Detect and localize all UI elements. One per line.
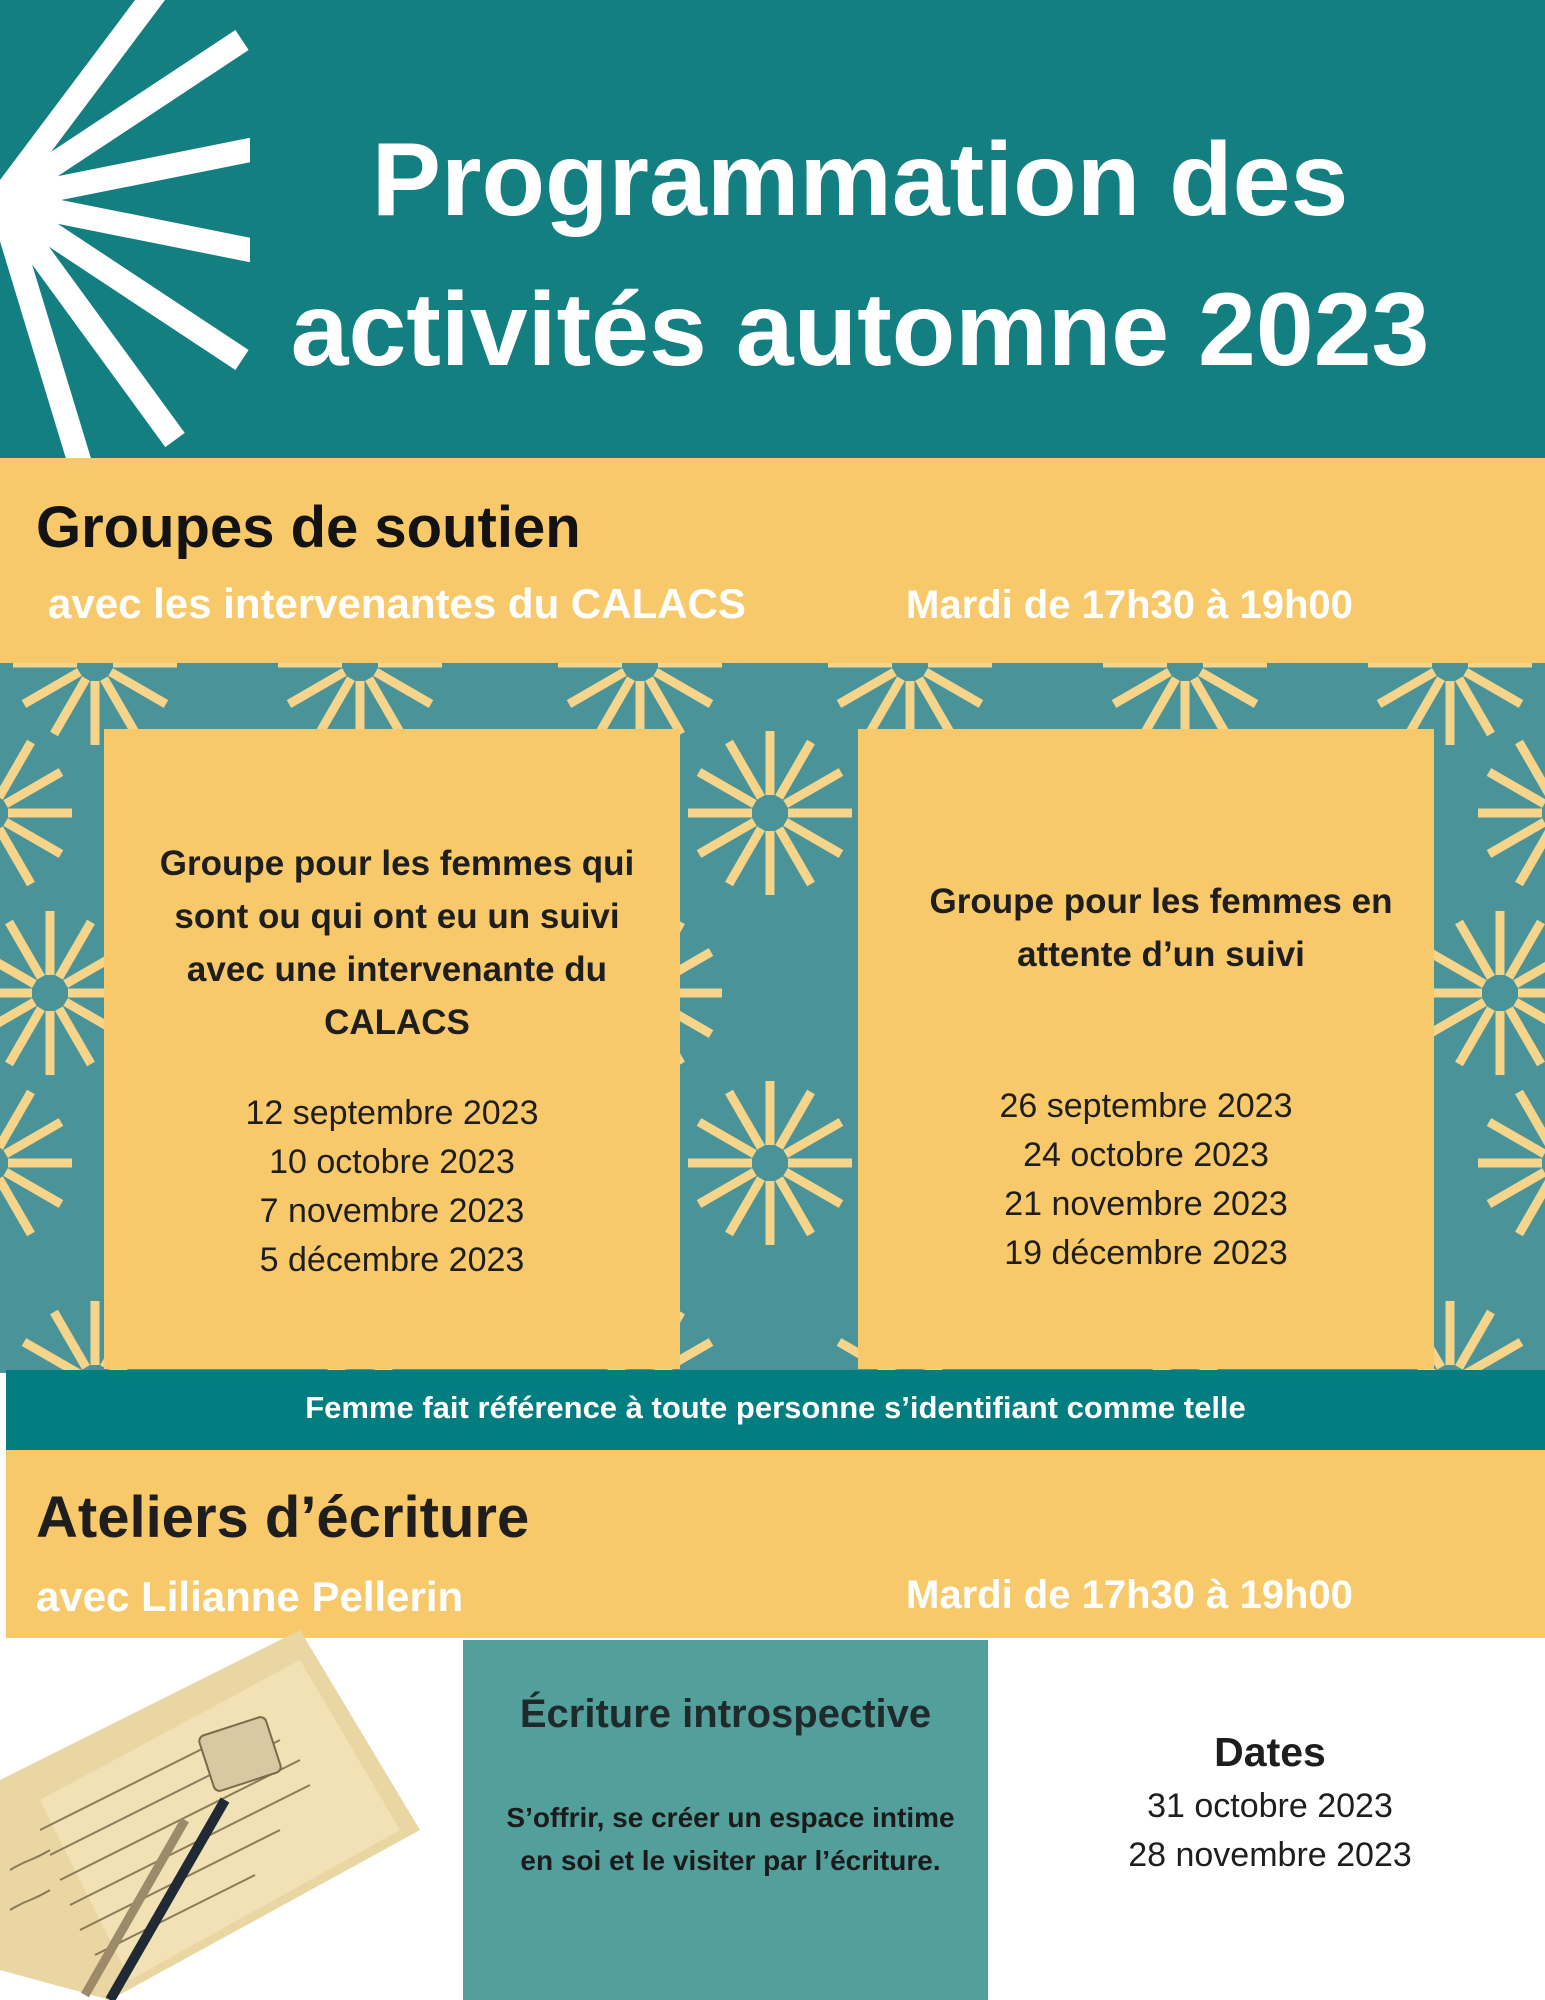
- group-card-title: Groupe pour les femmes qui sont ou qui ont eu un suivi avec une intervenante du CALACS: [159, 844, 635, 1042]
- sunburst-icon: [688, 731, 852, 895]
- group-card-title: Groupe pour les femmes en attente d’un suivi: [929, 882, 1393, 974]
- workshop-title: Écriture introspective: [519, 1692, 932, 1736]
- workshop-dates: [1080, 1722, 1460, 1880]
- workshop-description: S’offrir, se créer un espace intime en soi et le visiter par l’écriture.: [506, 1802, 955, 1876]
- support-groups-schedule: Mardi de 17h30 à 19h00: [906, 583, 1353, 627]
- date-item: 28 novembre 2023: [1128, 1836, 1412, 1874]
- date-item: 24 octobre 2023: [1023, 1136, 1269, 1174]
- writing-workshops-schedule: Mardi de 17h30 à 19h00: [906, 1573, 1353, 1617]
- sunburst-icon: [1478, 1081, 1545, 1245]
- support-groups-subheading: avec les intervenantes du CALACS: [48, 580, 746, 627]
- date-item: 5 décembre 2023: [259, 1241, 525, 1279]
- date-item: 21 novembre 2023: [1004, 1185, 1288, 1223]
- page-title: Programmation des activités automne 2023: [290, 122, 1430, 388]
- date-item: 31 octobre 2023: [1147, 1787, 1393, 1825]
- definition-note: Femme fait référence à toute personne s’identifiant comme telle: [305, 1390, 1246, 1425]
- group-card-followed: [104, 729, 680, 1369]
- writing-workshops-band: [6, 1450, 1545, 1638]
- letters-pencil-photo: [0, 1630, 420, 2000]
- writing-workshops-subheading: avec Lilianne Pellerin: [36, 1573, 464, 1620]
- definition-note-bar: [6, 1370, 1545, 1450]
- sunburst-icon: [1478, 731, 1545, 895]
- date-item: 7 novembre 2023: [259, 1192, 525, 1230]
- dates-heading: Dates: [1214, 1729, 1326, 1775]
- support-groups-heading: Groupes de soutien: [36, 495, 581, 560]
- group-card-dates: [104, 1089, 680, 1285]
- support-groups-band: [0, 458, 1545, 663]
- header-banner: [0, 0, 1545, 458]
- group-card-waiting: [858, 729, 1434, 1369]
- pattern-area: [0, 663, 1545, 1373]
- date-item: 19 décembre 2023: [1004, 1234, 1288, 1272]
- date-item: 12 septembre 2023: [245, 1094, 539, 1132]
- date-item: 26 septembre 2023: [999, 1087, 1293, 1125]
- date-item: 10 octobre 2023: [269, 1143, 515, 1181]
- sunburst-icon: [1418, 911, 1545, 1075]
- writing-workshops-heading: Ateliers d’écriture: [36, 1485, 530, 1550]
- sunburst-icon: [0, 1081, 72, 1245]
- sunburst-icon: [0, 731, 72, 895]
- group-card-dates: [858, 1082, 1434, 1278]
- sunburst-icon: [688, 1081, 852, 1245]
- workshop-card: [463, 1640, 988, 2000]
